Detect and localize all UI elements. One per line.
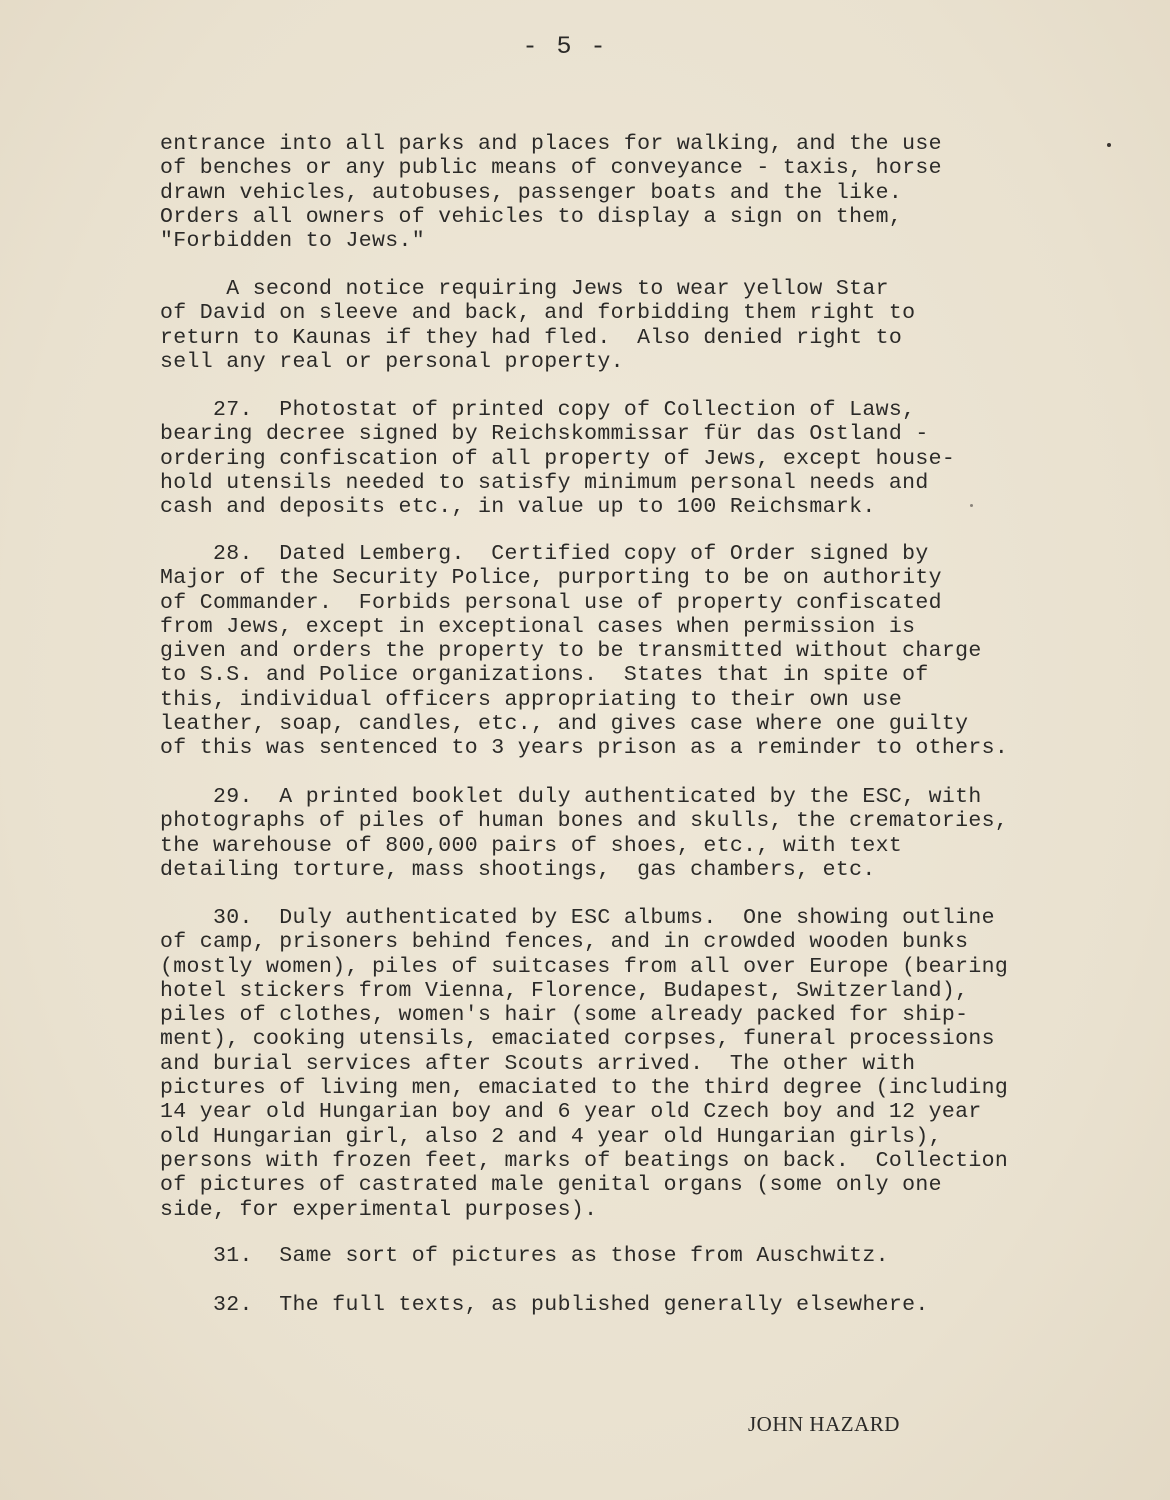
page-number: - 5 -	[522, 32, 608, 61]
paragraph-second-notice: A second notice requiring Jews to wear yellow Star of David on sleeve and back, and forbidding them right to return to Kaunas if they had fled. Also denied right to sell any real or personal property.	[160, 277, 916, 374]
paragraph-item-29: 29. A printed booklet duly authenticated by the ESC, with photographs of piles of human bones and skulls, the crematories, the warehouse of 800,000 pairs of shoes, etc., with text detailing torture, mass shootings, gas chambers, etc.	[160, 785, 1009, 882]
signature: JOHN HAZARD	[748, 1412, 900, 1436]
paragraph-parks-conveyance: entrance into all parks and places for walking, and the use of benches or any public means of conveyance - taxis, horse drawn vehicles, autobuses, passenger boats and the like. Orders all owners of vehicles to display a sign on them, "Forbidden to Jews."	[160, 132, 942, 254]
paragraph-item-30: 30. Duly authenticated by ESC albums. One showing outline of camp, prisoners behind fences, and in crowded wooden bunks (mostly women), piles of suitcases from all over Europe (bearing hotel stickers from Vienna, Florence, Budapest, Switzerland), piles of clothes, women's hair (some already packed for ship- ment), cooking utensils, emaciated corpses, funeral processions and burial services after Scouts arrived. The other with pictures of living men, emaciated to the third degree (including 14 year old Hungarian boy and 6 year old Czech boy and 12 year old Hungarian girl, also 2 and 4 year old Hungarian girls), persons with frozen feet, marks of beatings on back. Collection of pictures of castrated male genital organs (some only one side, for experimental purposes).	[160, 906, 1009, 1222]
paragraph-item-28: 28. Dated Lemberg. Certified copy of Order signed by Major of the Security Police, purporting to be on authority of Commander. Forbids personal use of property confiscated from Jews, except in exceptional cases when permission is given and orders the property to be transmitted without charge to S.S. and Police organizations. States that in spite of this, individual officers appropriating to their own use leather, soap, candles, etc., and gives case where one guilty of this was sentenced to 3 years prison as a reminder to others.	[160, 542, 1009, 761]
paragraph-item-27: 27. Photostat of printed copy of Collection of Laws, bearing decree signed by Reichskommissar für das Ostland - ordering confiscation of all property of Jews, except house- hold utensils needed to satisfy minimum personal needs and cash and deposits etc., in value up to 100 Reichsmark.	[160, 398, 956, 520]
paragraph-item-32: 32. The full texts, as published generally elsewhere.	[160, 1293, 929, 1317]
paper-speck	[970, 504, 973, 507]
paper-speck	[1107, 143, 1111, 147]
paragraph-item-31: 31. Same sort of pictures as those from Auschwitz.	[160, 1244, 889, 1268]
